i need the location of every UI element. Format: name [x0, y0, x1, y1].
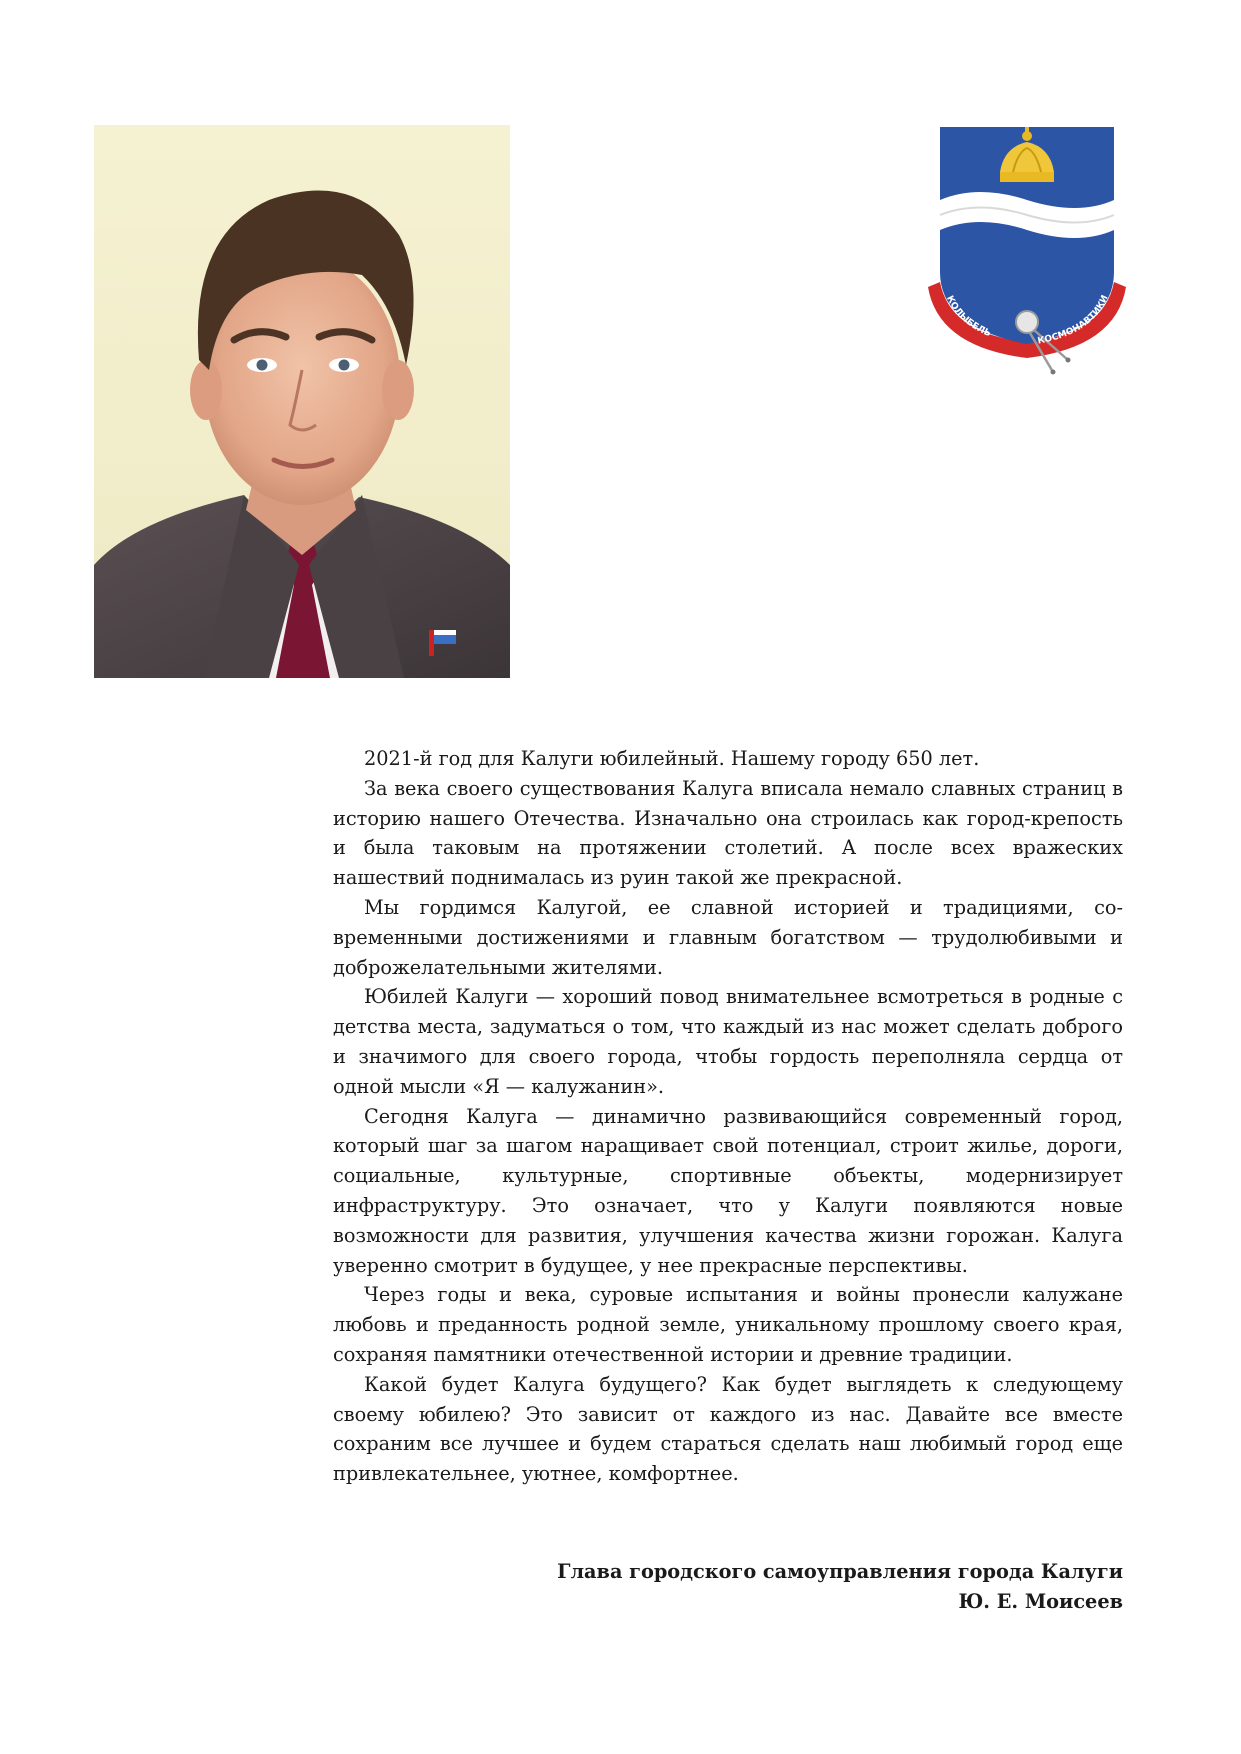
letter-paragraph: Мы гордимся Калугой, ее славной историей и традициями, современными достижениями и главным богатством — трудолюбивыми и доброжелательными жителями.	[333, 895, 1123, 979]
signature-name: Ю. Е. Моисеев	[958, 1589, 1123, 1613]
ribbon-text-right: КОСМОНАВТИКИ	[1036, 293, 1111, 347]
letter-body	[333, 744, 1123, 1489]
signature-position: Глава городского самоуправления города Калуги	[557, 1560, 1123, 1583]
signature-block	[333, 1557, 1123, 1617]
letter-paragraph: Сегодня Калуга — динамично развивающийся современный город, который шаг за шагом наращивает свой потенциал, строит жилье, дороги, социальные, культурные, спортивные объекты, модернизирует инфраструктуру. Это означает, что у Калуги появляются новые возможности для развития, улучшения качества жизни горожан. Калуга уверенно смотрит в будущее, у нее прекрасные перспективы.	[333, 1104, 1123, 1277]
coat-of-arms-illustration	[918, 122, 1136, 384]
letter-paragraph: Через годы и века, суровые испытания и войны пронесли калужане любовь и преданность родной земле, уникальному прошлому своего края, сохраняя памятники отечественной истории и древние традиции.	[333, 1283, 1123, 1366]
letter-paragraph: 2021-й год для Калуги юбилейный. Нашему городу 650 лет.	[364, 747, 980, 770]
letter-paragraph: Юбилей Калуги — хороший повод внимательнее всмотреться в родные с детства места, задуматься о том, что каждый из нас может сделать доброго и значимого для своего города, чтобы гордость переполняла сердца от одной мысли «Я — калужанин».	[333, 985, 1123, 1098]
ribbon-text-left: КОЛЫБЕЛЬ	[944, 294, 993, 340]
coat-of-arms-emblem	[918, 122, 1136, 384]
portrait-illustration	[94, 125, 510, 678]
letter-paragraph: За века своего существования Калуга вписала немало славных страниц в историю нашего Отечества. Изначально она строилась как город-крепость и была таковым на протяжении столетий. А после всех вражеских нашествий поднималась из руин такой же прекрасной.	[333, 776, 1123, 890]
letter-paragraph: Какой будет Калуга будущего? Как будет выглядеть к следующему своему юбилею? Это зависит от каждого из нас. Давайте все вместе сохраним все лучшее и будем стараться сделать наш любимый город еще привлекательнее, уютнее, комфортнее.	[333, 1372, 1123, 1486]
portrait-photo	[94, 125, 510, 678]
